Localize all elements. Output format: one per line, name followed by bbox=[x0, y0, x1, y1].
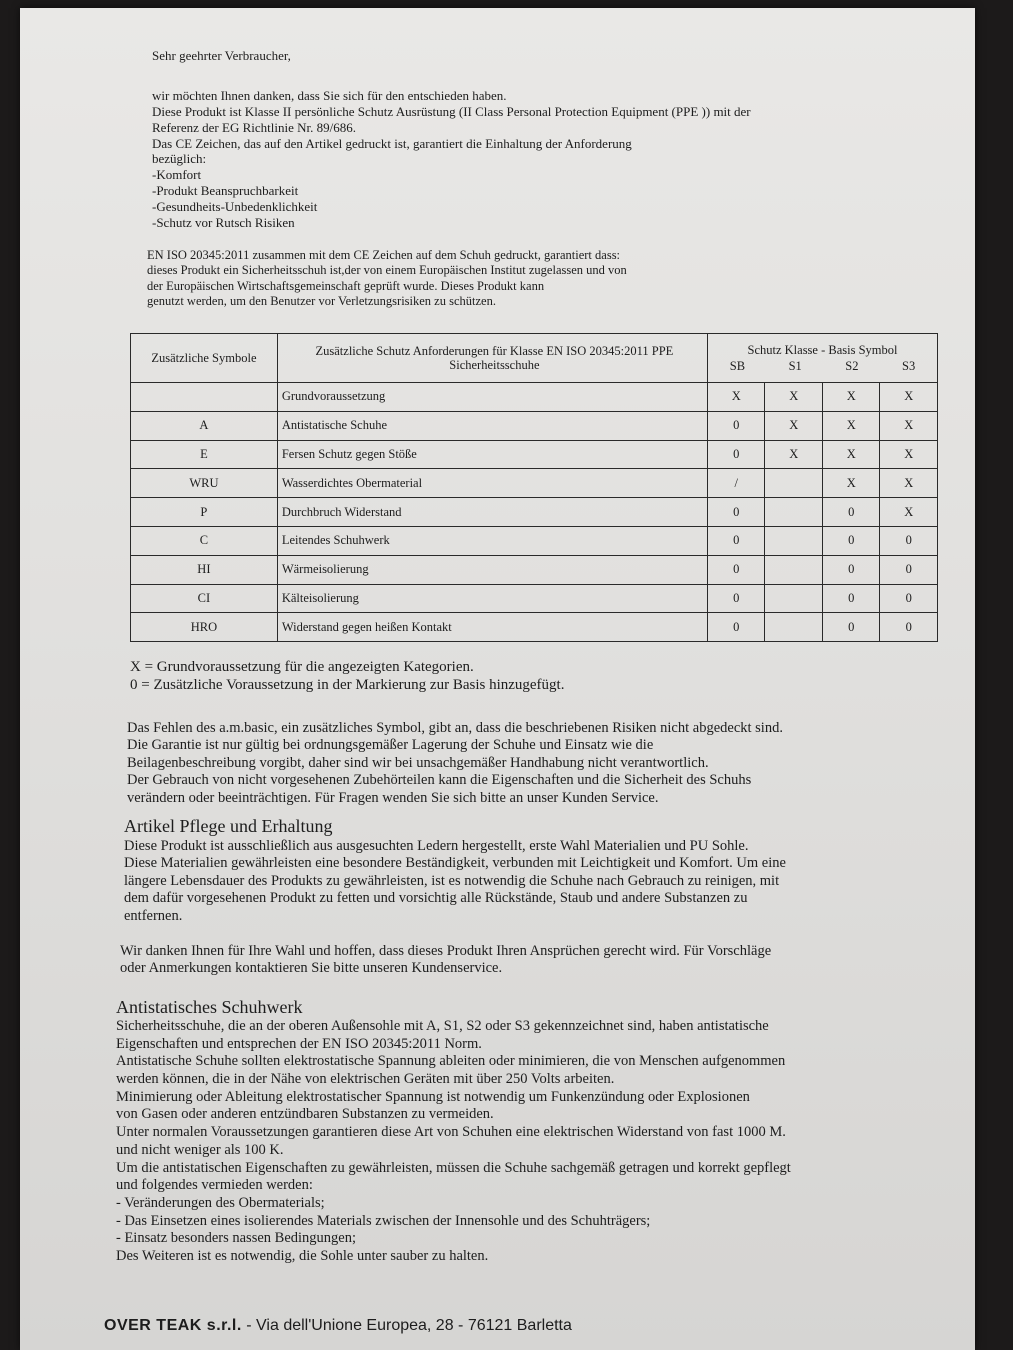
antistatic-line: und folgendes vermieden werden: bbox=[116, 1177, 313, 1194]
legend-x: X = Grundvoraussetzung für die angezeigten Kategorien. bbox=[130, 659, 474, 675]
notes-line: Die Garantie ist nur gültig bei ordnungsgemäßer Lagerung der Schuhe und Einsatz wie die bbox=[127, 737, 654, 754]
row-symbol bbox=[131, 383, 278, 412]
intro-line: Das CE Zeichen, das auf den Artikel gedruckt ist, garantiert die Einhaltung der Anforderung bbox=[152, 135, 632, 151]
cell-s3: 0 bbox=[880, 584, 938, 613]
antistatic-line: Unter normalen Voraussetzungen garantieren diese Art von Schuhen eine elektrischen Widerstand von fast 1000 M. bbox=[116, 1124, 786, 1141]
cell-s1 bbox=[765, 613, 822, 642]
table-row bbox=[131, 469, 938, 498]
intro-line: bezüglich: bbox=[152, 151, 207, 167]
company-address: - Via dell'Unione Europea, 28 - 76121 Barletta bbox=[241, 1317, 572, 1334]
cell-s1: X bbox=[765, 440, 822, 469]
header-class-group bbox=[708, 334, 938, 383]
cell-s3: X bbox=[880, 440, 938, 469]
row-requirement: Antistatische Schuhe bbox=[277, 411, 707, 440]
notes-paragraph bbox=[127, 720, 783, 807]
row-requirement: Fersen Schutz gegen Stöße bbox=[277, 440, 707, 469]
intro-line: wir möchten Ihnen danken, dass Sie sich für den entschieden haben. bbox=[152, 88, 507, 103]
table-row bbox=[131, 411, 938, 440]
care-line: dem dafür vorgesehenen Produkt zu fetten und vorsichtig alle Rückstände, Staub und andere Substanzen zu bbox=[124, 890, 748, 907]
care-line: entfernen. bbox=[124, 907, 183, 924]
thanks-line: oder Anmerkungen kontaktieren Sie bitte unseren Kundenservice. bbox=[120, 960, 503, 977]
cell-s1: X bbox=[765, 411, 822, 440]
care-line: längere Lebensdauer des Produkts zu gewährleisten, ist es notwendig die Schuhe nach Gebrauch zu reinigen, mit bbox=[124, 872, 780, 889]
antistatic-line: Des Weiteren ist es notwendig, die Sohle unter sauber zu halten. bbox=[116, 1247, 489, 1264]
en-line: EN ISO 20345:2011 zusammen mit dem CE Zeichen auf dem Schuh gedruckt, garantiert dass: bbox=[147, 248, 621, 262]
cell-s3: X bbox=[880, 469, 938, 498]
en-line: der Europäischen Wirtschaftsgemeinschaft geprüft wurde. Dieses Produkt kann bbox=[147, 278, 545, 293]
salutation: Sehr geehrter Verbraucher, bbox=[152, 48, 291, 63]
row-symbol: WRU bbox=[131, 469, 278, 498]
row-symbol: HRO bbox=[131, 613, 278, 642]
cell-s1 bbox=[765, 498, 822, 527]
table-row bbox=[131, 526, 938, 555]
class-col-s2: S2 bbox=[845, 359, 859, 373]
class-col-sb: SB bbox=[729, 359, 746, 373]
care-paragraph bbox=[124, 838, 786, 925]
instruction-leaflet bbox=[20, 8, 975, 1350]
notes-line: verändern oder beeinträchtigen. Für Fragen wenden Sie sich bitte an unser Kunden Service. bbox=[127, 789, 659, 806]
row-requirement: Widerstand gegen heißen Kontakt bbox=[277, 613, 707, 642]
row-requirement: Kälteisolierung bbox=[277, 584, 707, 613]
antistatic-paragraph bbox=[116, 1018, 791, 1266]
cell-s2: 0 bbox=[822, 555, 879, 584]
cell-s3: 0 bbox=[880, 526, 938, 555]
cell-s1 bbox=[765, 555, 822, 584]
en-line: genutzt werden, um den Benutzer vor Verletzungsrisiken zu schützen. bbox=[147, 293, 496, 308]
cell-s2: X bbox=[822, 411, 879, 440]
intro-line: -Schutz vor Rutsch Risiken bbox=[152, 214, 295, 230]
cell-s3: X bbox=[880, 498, 938, 527]
antistatic-line: Antistatische Schuhe sollten elektrostatische Spannung ableiten oder minimieren, die von Menschen aufgenommen bbox=[116, 1053, 786, 1070]
cell-s2: X bbox=[822, 383, 879, 412]
cell-sb: 0 bbox=[708, 555, 765, 584]
cell-sb: 0 bbox=[708, 411, 765, 440]
table-row bbox=[131, 584, 938, 613]
intro-paragraph bbox=[152, 88, 751, 231]
cell-sb: X bbox=[708, 383, 765, 412]
cell-s2: 0 bbox=[822, 584, 879, 613]
cell-s3: 0 bbox=[880, 613, 938, 642]
antistatic-line: werden können, die in der Nähe von elektrischen Geräten mit über 250 Volts arbeiten. bbox=[116, 1071, 615, 1088]
cell-s3: X bbox=[880, 411, 938, 440]
cell-s3: 0 bbox=[880, 555, 938, 584]
cell-s2: 0 bbox=[822, 498, 879, 527]
row-symbol: A bbox=[131, 411, 278, 440]
row-symbol: P bbox=[131, 498, 278, 527]
cell-s1 bbox=[765, 469, 822, 498]
row-requirement: Wasserdichtes Obermaterial bbox=[277, 469, 707, 498]
cell-s2: 0 bbox=[822, 526, 879, 555]
antistatic-line: - Einsatz besonders nassen Bedingungen; bbox=[116, 1230, 357, 1247]
intro-line: -Komfort bbox=[152, 167, 202, 183]
row-symbol: E bbox=[131, 440, 278, 469]
table-row bbox=[131, 555, 938, 584]
cell-sb: 0 bbox=[708, 584, 765, 613]
antistatic-heading: Antistatisches Schuhwerk bbox=[116, 997, 303, 1017]
antistatic-line: - Veränderungen des Obermaterials; bbox=[116, 1194, 325, 1211]
intro-line: -Produkt Beanspruchbarkeit bbox=[152, 183, 299, 199]
row-requirement: Leitendes Schuhwerk bbox=[277, 526, 707, 555]
antistatic-line: Um die antistatischen Eigenschaften zu gewährleisten, müssen die Schuhe sachgemäß getragen und korrekt gepflegt bbox=[116, 1159, 791, 1176]
care-line: Diese Produkt ist ausschließlich aus ausgesuchten Ledern hergestellt, erste Wahl Materialien und PU Sohle. bbox=[124, 838, 749, 854]
antistatic-line: und nicht weniger als 100 K. bbox=[116, 1141, 284, 1158]
care-line: Diese Materialien gewährleisten eine besondere Beständigkeit, verbunden mit Leichtigkeit und Komfort. Um eine bbox=[124, 855, 786, 872]
cell-sb: 0 bbox=[708, 613, 765, 642]
row-symbol: HI bbox=[131, 555, 278, 584]
cell-s2: 0 bbox=[822, 613, 879, 642]
row-requirement: Durchbruch Widerstand bbox=[277, 498, 707, 527]
thanks-line: Wir danken Ihnen für Ihre Wahl und hoffen, dass dieses Produkt Ihren Ansprüchen gerecht wird. Für Vorschläge bbox=[120, 943, 772, 959]
cell-s1 bbox=[765, 584, 822, 613]
en-iso-paragraph bbox=[147, 248, 627, 309]
notes-line: Der Gebrauch von nicht vorgesehenen Zubehörteilen kann die Eigenschaften und die Sicherheit des Schuhs bbox=[127, 772, 752, 789]
table-row bbox=[131, 498, 938, 527]
cell-s2: X bbox=[822, 469, 879, 498]
cell-sb: / bbox=[708, 469, 765, 498]
cell-s2: X bbox=[822, 440, 879, 469]
antistatic-line: Sicherheitsschuhe, die an der oberen Außensohle mit A, S1, S2 oder S3 gekennzeichnet sind, haben antistatische bbox=[116, 1018, 769, 1034]
footer bbox=[104, 1316, 572, 1336]
care-heading: Artikel Pflege und Erhaltung bbox=[124, 816, 333, 836]
intro-line: Diese Produkt ist Klasse II persönliche Schutz Ausrüstung (II Class Personal Protection Equipment (PPE )) mit der bbox=[152, 103, 751, 119]
class-col-s3: S3 bbox=[902, 359, 916, 373]
header-symbols: Zusätzliche Symbole bbox=[131, 334, 278, 383]
intro-line: Referenz der EG Richtlinie Nr. 89/686. bbox=[152, 119, 356, 135]
antistatic-line: - Das Einsetzen eines isolierendes Materials zwischen der Innensohle und des Schuhträgers; bbox=[116, 1212, 651, 1229]
notes-line: Beilagenbeschreibung vorgibt, daher sind wir bei unsachgemäßer Handhabung nicht verantwortlich. bbox=[127, 754, 709, 771]
cell-s1: X bbox=[765, 383, 822, 412]
table-row bbox=[131, 383, 938, 412]
thanks-paragraph bbox=[120, 943, 771, 978]
cell-sb: 0 bbox=[708, 440, 765, 469]
antistatic-line: von Gasen oder anderen entzündbaren Substanzen zu vermeiden. bbox=[116, 1106, 494, 1123]
legend bbox=[130, 658, 564, 694]
cell-s1 bbox=[765, 526, 822, 555]
class-col-s1: S1 bbox=[788, 359, 802, 373]
row-requirement: Wärmeisolierung bbox=[277, 555, 707, 584]
table-row bbox=[131, 613, 938, 642]
cell-s3: X bbox=[880, 383, 938, 412]
header-class: Schutz Klasse - Basis Symbol bbox=[747, 342, 898, 357]
symbols-table bbox=[130, 333, 938, 642]
en-line: dieses Produkt ein Sicherheitsschuh ist,der von einem Europäischen Institut zugelassen und von bbox=[147, 263, 627, 278]
antistatic-line: Eigenschaften und entsprechen der EN ISO 20345:2011 Norm. bbox=[116, 1035, 482, 1052]
table-row bbox=[131, 440, 938, 469]
cell-sb: 0 bbox=[708, 526, 765, 555]
row-symbol: CI bbox=[131, 584, 278, 613]
antistatic-line: Minimierung oder Ableitung elektrostatischer Spannung ist notwendig um Funkenzündung oder Explosionen bbox=[116, 1088, 750, 1105]
notes-line: Das Fehlen des a.m.basic, ein zusätzliches Symbol, gibt an, dass die beschriebenen Risiken nicht abgedeckt sind. bbox=[127, 720, 783, 736]
header-requirements: Zusätzliche Schutz Anforderungen für Klasse EN ISO 20345:2011 PPE Sicherheitsschuhe bbox=[277, 334, 707, 383]
cell-sb: 0 bbox=[708, 498, 765, 527]
legend-zero: 0 = Zusätzliche Voraussetzung in der Markierung zur Basis hinzugefügt. bbox=[130, 677, 565, 693]
row-symbol: C bbox=[131, 526, 278, 555]
company-name: OVER TEAK s.r.l. bbox=[104, 1317, 242, 1334]
intro-line: -Gesundheits-Unbedenklichkeit bbox=[152, 199, 318, 215]
row-requirement: Grundvoraussetzung bbox=[277, 383, 707, 412]
